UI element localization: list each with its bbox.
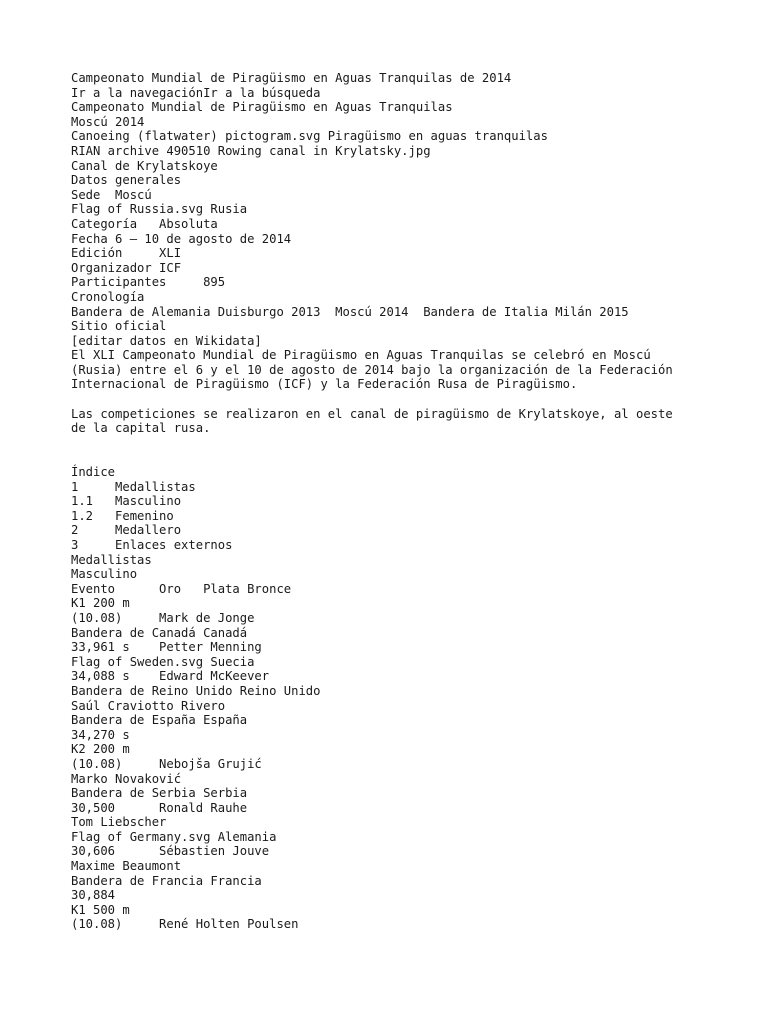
text-line: Sede Moscú [71, 187, 152, 202]
text-line: (Rusia) entre el 6 y el 10 de agosto de 2014 bajo la organización de la Federación [71, 362, 673, 377]
text-line: Bandera de Reino Unido Reino Unido [71, 683, 321, 698]
text-line: Marko Novaković [71, 771, 182, 786]
text-line: Flag of Sweden.svg Suecia [71, 654, 255, 669]
text-line: Datos generales [71, 173, 182, 188]
text-line: Moscú 2014 [71, 114, 145, 129]
text-line: (10.08) Nebojša Grujić [71, 756, 262, 771]
text-line: de la capital rusa. [71, 421, 211, 436]
text-line: 1 Medallistas [71, 479, 196, 494]
text-line: Campeonato Mundial de Piragüismo en Aguas Tranquilas [71, 100, 453, 115]
blank-line [71, 450, 761, 465]
text-line: 30,884 [71, 888, 116, 903]
text-line: K2 200 m [71, 742, 130, 757]
text-line: (10.08) René Holten Poulsen [71, 917, 299, 932]
text-line: 30,500 Ronald Rauhe [71, 800, 248, 815]
text-line: Edición XLI [71, 246, 182, 261]
text-line: Bandera de Francia Francia [71, 873, 262, 888]
text-line: RIAN archive 490510 Rowing canal in Krylatsky.jpg [71, 143, 431, 158]
text-line: 33,961 s Petter Menning [71, 640, 262, 655]
text-line: El XLI Campeonato Mundial de Piragüismo en Aguas Tranquilas se celebró en Moscú [71, 348, 651, 363]
text-line: 34,270 s [71, 727, 130, 742]
text-line: 1.2 Femenino [71, 508, 174, 523]
text-line: Flag of Germany.svg Alemania [71, 829, 277, 844]
text-line: 1.1 Masculino [71, 494, 182, 509]
text-line: Canoeing (flatwater) pictogram.svg Piragüismo en aguas tranquilas [71, 129, 548, 144]
text-line: 2 Medallero [71, 523, 182, 538]
text-line: 3 Enlaces externos [71, 538, 233, 552]
document-body [71, 71, 761, 932]
text-line: Internacional de Piragüismo (ICF) y la Federación Rusa de Piragüismo. [71, 377, 578, 392]
text-line: Medallistas [71, 552, 152, 567]
text-line: Campeonato Mundial de Piragüismo en Aguas Tranquilas de 2014 [71, 71, 512, 85]
text-line: Cronología [71, 289, 145, 304]
text-line: Bandera de Serbia Serbia [71, 786, 248, 801]
text-line: Las competiciones se realizaron en el canal de piragüismo de Krylatskoye, al oeste [71, 406, 673, 421]
text-line: Bandera de Alemania Duisburgo 2013 Moscú 2014 Bandera de Italia Milán 2015 [71, 304, 629, 319]
text-line: Sitio oficial [71, 319, 167, 334]
text-line: Organizador ICF [71, 260, 182, 275]
text-line: Canal de Krylatskoye [71, 158, 218, 173]
text-line: Masculino [71, 567, 138, 582]
text-line: 34,088 s Edward McKeever [71, 669, 270, 684]
text-line: Bandera de España España [71, 713, 248, 728]
text-line: Ir a la navegaciónIr a la búsqueda [71, 85, 321, 100]
text-line: Categoría Absoluta [71, 216, 218, 231]
text-line: Evento Oro Plata Bronce [71, 581, 292, 596]
text-line: Índice [71, 465, 116, 480]
text-line: Saúl Craviotto Rivero [71, 698, 226, 713]
text-line: Tom Liebscher [71, 815, 167, 830]
text-line: Flag of Russia.svg Rusia [71, 202, 248, 217]
text-line: K1 200 m [71, 596, 130, 611]
text-line: K1 500 m [71, 902, 130, 917]
blank-line [71, 436, 761, 451]
blank-line [71, 392, 761, 407]
text-line: Bandera de Canadá Canadá [71, 625, 248, 640]
text-line: Fecha 6 – 10 de agosto de 2014 [71, 231, 292, 246]
text-line: [editar datos en Wikidata] [71, 333, 262, 348]
text-line: 30,606 Sébastien Jouve [71, 844, 270, 859]
text-line: Participantes 895 [71, 275, 226, 290]
text-line: (10.08) Mark de Jonge [71, 610, 255, 625]
text-line: Maxime Beaumont [71, 859, 182, 874]
